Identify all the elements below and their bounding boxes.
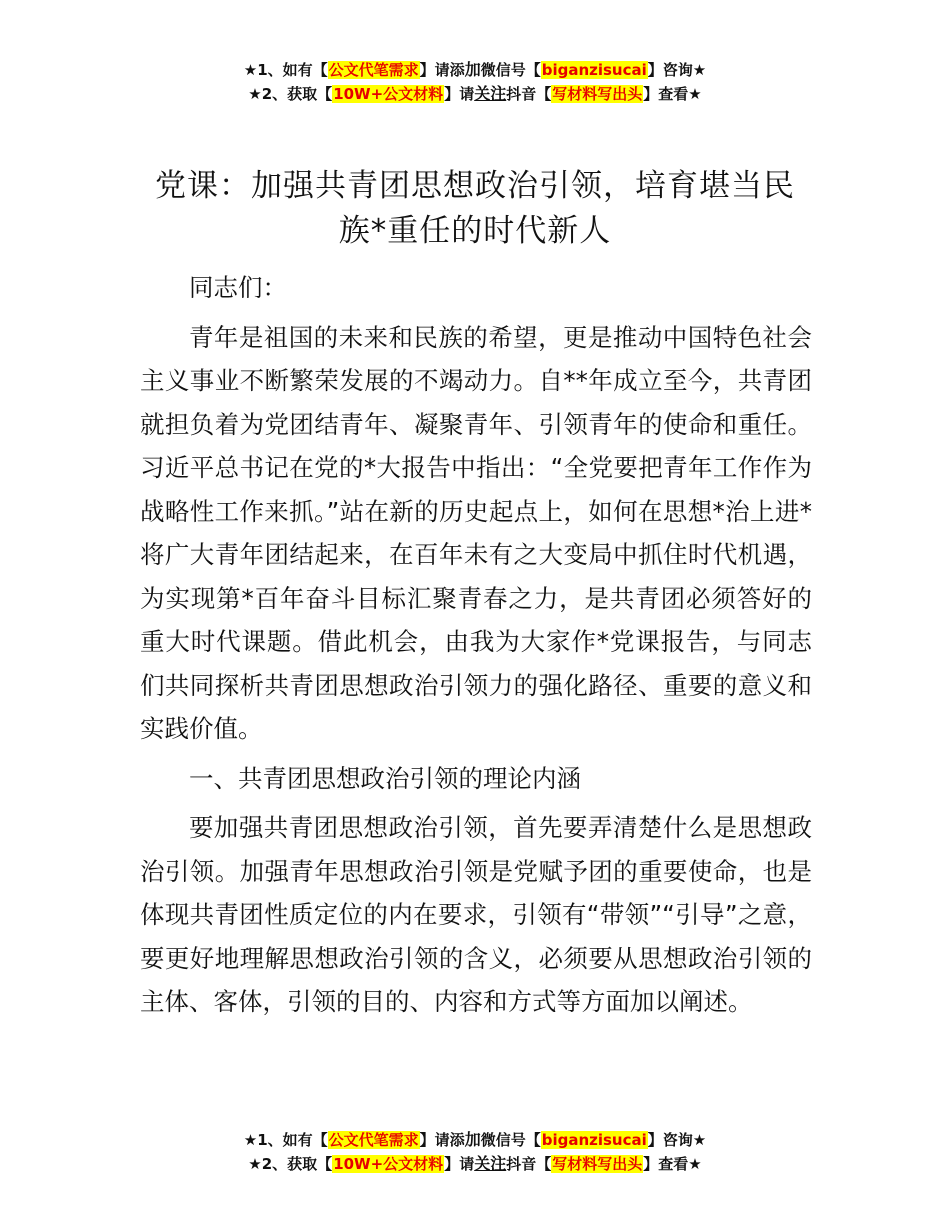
promo-text: ★2、获取【 xyxy=(248,85,333,103)
section-heading: 一、共青团思想政治引领的理论内涵 xyxy=(189,763,581,793)
highlight-ghostwriting: 公文代笔需求 xyxy=(328,61,419,79)
paragraph-section-1: 要加强共青团思想政治引领，首先要弄清楚什么是思想政治引领。加强青年思想政治引领是党赋予团的重要使命，也是体现共青团性质定位的内在要求，引领有“带领”“引导”之意，要更好地理解思想政治引领的含义，必须要从思想政治引领的主体、客体，引领的目的、内容和方式等方面加以阐述。 xyxy=(140,813,812,1016)
promo-text: 】请 xyxy=(444,85,475,103)
promo-text-underlined: 关注 xyxy=(474,1154,507,1173)
highlight-wechat-id: biganzisucai xyxy=(541,1131,647,1149)
highlight-douyin: 写材料写出头 xyxy=(552,85,643,103)
promo-text: 微信号【 xyxy=(480,61,541,79)
promo-text: ★1、如有【 xyxy=(243,1131,328,1149)
promo-text: 微信号【 xyxy=(480,1131,541,1149)
promo-text: 】请添 xyxy=(419,61,465,79)
promo-text: ★2、获取【 xyxy=(248,1155,333,1173)
promo-line-2 xyxy=(0,1152,950,1176)
promo-banner-bottom xyxy=(0,1128,950,1176)
promo-text: 】请添 xyxy=(419,1131,465,1149)
promo-text: 】咨询★ xyxy=(647,1131,707,1149)
highlight-douyin: 写材料写出头 xyxy=(552,1155,643,1173)
promo-line-1 xyxy=(0,58,950,82)
highlight-materials: 10W+公文材料 xyxy=(333,1155,444,1173)
highlight-materials: 10W+公文材料 xyxy=(333,85,444,103)
paragraph-intro: 青年是祖国的未来和民族的希望，更是推动中国特色社会主义事业不断繁荣发展的不竭动力。自**年成立至今，共青团就担负着为党团结青年、凝聚青年、引领青年的使命和重任。习近平总书记在党的*大报告中指出：“全党要把青年工作作为战略性工作来抓。”站在新的历史起点上，如何在思想*治上进*将广大青年团结起来，在百年未有之大变局中抓住时代机遇，为实现第*百年奋斗目标汇聚青春之力，是共青团必须答好的重大时代课题。借此机会，由我为大家作*党课报告，与同志们共同探析共青团思想政治引领力的强化路径、重要的意义和实践价值。 xyxy=(140,322,812,743)
promo-banner-top xyxy=(0,58,950,106)
promo-text: 抖音【 xyxy=(506,85,552,103)
promo-text: 】请 xyxy=(444,1155,475,1173)
promo-text-bold: 加 xyxy=(464,60,481,79)
promo-text-bold: 加 xyxy=(464,1130,481,1149)
promo-line-1 xyxy=(0,1128,950,1152)
promo-text: 抖音【 xyxy=(506,1155,552,1173)
promo-text: ★1、如有【 xyxy=(243,61,328,79)
promo-text: 】咨询★ xyxy=(647,61,707,79)
highlight-wechat-id: biganzisucai xyxy=(541,61,647,79)
promo-line-2 xyxy=(0,82,950,106)
document-body xyxy=(140,266,812,1030)
greeting: 同志们： xyxy=(189,273,287,302)
promo-text: 】查看★ xyxy=(643,85,702,103)
highlight-ghostwriting: 公文代笔需求 xyxy=(328,1131,419,1149)
promo-text-underlined: 关注 xyxy=(474,84,507,103)
document-title: 党课：加强共青团思想政治引领，培育堪当民族*重任的时代新人 xyxy=(155,168,795,249)
promo-text: 】查看★ xyxy=(643,1155,702,1173)
